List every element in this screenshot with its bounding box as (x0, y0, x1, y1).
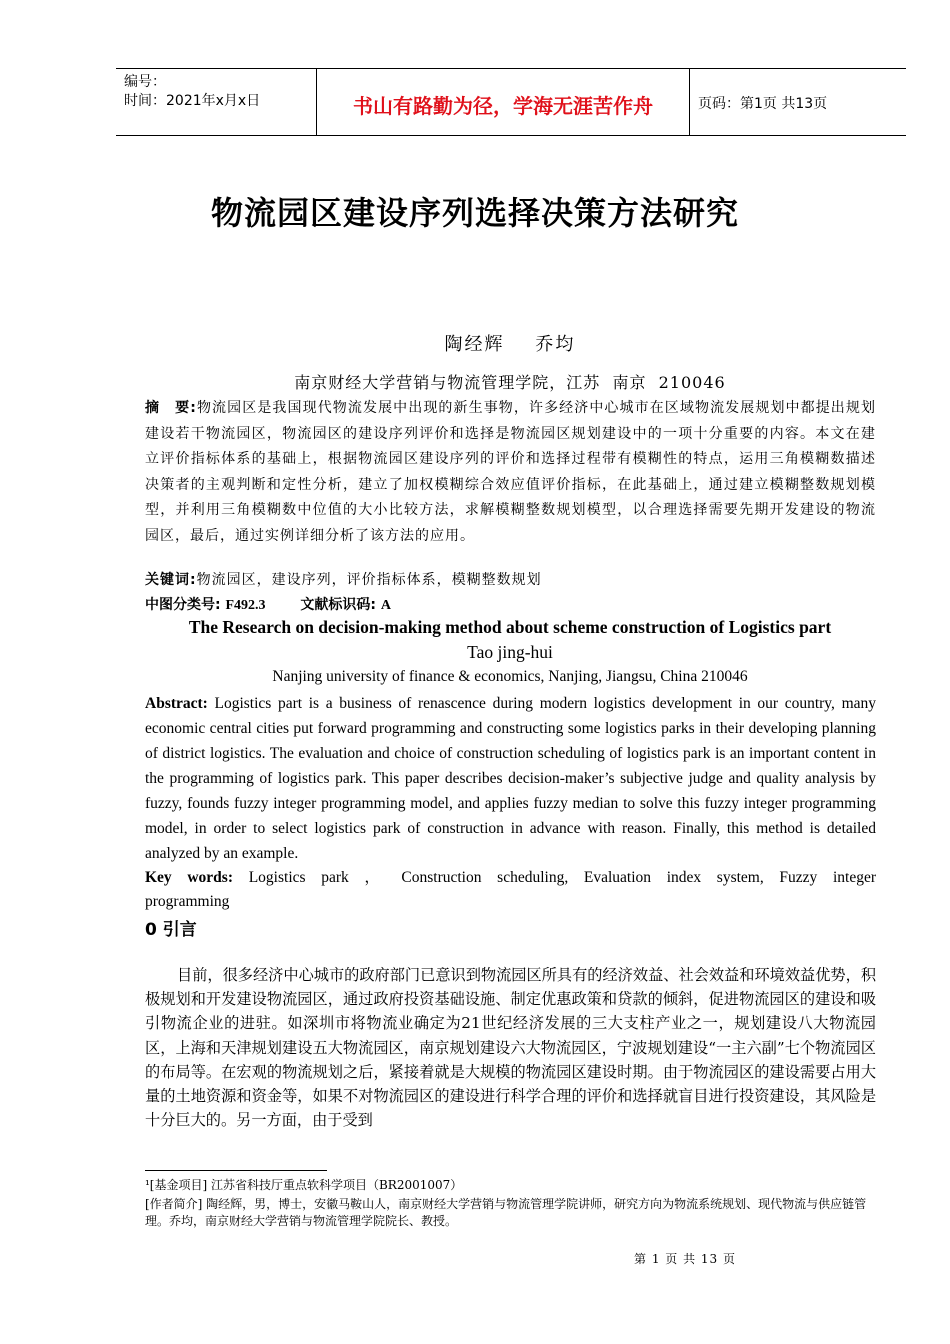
authors: 陶经辉 乔均 (444, 334, 576, 355)
affiliation: 南京财经大学营销与物流管理学院，江苏 南京 210046 (294, 373, 726, 392)
en-author: Tao jing-hui (467, 642, 553, 662)
en-abstract (145, 691, 876, 866)
header-left-cell (116, 69, 317, 135)
en-abstract-label: Abstract: (145, 695, 208, 712)
cn-keywords (145, 569, 876, 591)
time-label: 时间：2021年x月x日 (124, 93, 261, 109)
en-title: The Research on decision-making method about scheme construction of Logistics part (188, 617, 832, 637)
paper-title: 物流园区建设序列选择决策方法研究 (210, 194, 739, 232)
doc-label: 文献标识码: (300, 597, 377, 613)
header-table (116, 68, 906, 136)
clc-label: 中图分类号: (145, 597, 221, 613)
cn-abstract-text: 物流园区是我国现代物流发展中出现的新生事物，许多经济中心城市在区域物流发展规划中都提出规划建设若干物流园区，物流园区的建设序列评价和选择是物流园区规划建设中的一项十分重要的内容。本文在建立评价指标体系的基础上，根据物流园区建设序列的评价和选择过程带有模糊性的特点，运用三角模糊数描述决策者的主观判断和定性分析，建立了加权模糊综合效应值评价指标，在此基础上，通过建立模糊整数规划模型，并利用三角模糊数中位值的大小比较方法，求解模糊整数规划模型，以合理选择需要先期开发建设的物流园区，最后，通过实例详细分析了该方法的应用。 (145, 400, 876, 544)
body-paragraph: 目前，很多经济中心城市的政府部门已意识到物流园区所具有的经济效益、社会效益和环境效益优势，积极规划和开发建设物流园区，通过政府投资基础设施、制定优惠政策和贷款的倾斜，促进物流园区的建设和吸引物流企业的进驻。如深圳市将物流业确定为21世纪经济发展的三大支柱产业之一，规划建设八大物流园区，上海和天津规划建设五大物流园区，南京规划建设六大物流园区，宁波规划建设“一主六副”七个物流园区的布局等。在宏观的物流规划之后，紧接着就是大规模的物流园区建设时期。由于物流园区的建设需要占用大量的土地资源和资金等，如果不对物流园区的建设进行科学合理的评价和选择就盲目进行投资建设，其风险是十分巨大的。另一方面，由于受到 (145, 966, 876, 1130)
doc-value: A (380, 598, 392, 613)
en-keywords-label: Key words: (145, 869, 234, 886)
cn-keywords-text: 物流园区，建设序列，评价指标体系，模糊整数规划 (196, 572, 542, 588)
motto: 书山有路勤为径，学海无涯苦作舟 (317, 69, 690, 135)
en-keywords (145, 866, 876, 914)
footer-page-number: 第 1 页 共 13 页 (634, 1252, 736, 1266)
en-affiliation: Nanjing university of finance & economics, Nanjing, Jiangsu, China 210046 (272, 668, 748, 685)
en-abstract-text: Logistics part is a business of renascence during modern logistics development in our country, many economic central cities put forward programming and constructing some logistics parks in their developing planning of district logistics. The evaluation and choice of construction scheduling of logistics park is an important content in the programming of logistics park. This paper describes decision-maker’s subjective judge and quality analysis by fuzzy, founds fuzzy integer programming model, and applies fuzzy median to solve this fuzzy integer programming model, in order to select logistics park of construction in advance with reason. Finally, this method is detailed analyzed by an example. (145, 695, 877, 862)
en-keywords-text: Logistics park ， Construction scheduling, Evaluation index system, Fuzzy integer programming (145, 869, 877, 910)
page-info: 页码：第1页 共13页 (698, 96, 828, 112)
cn-abstract-label: 摘 要: (145, 400, 197, 416)
section-heading: 0 引言 (145, 920, 197, 940)
footnote-rule (145, 1170, 327, 1171)
footnote-fund: ¹[基金项目] 江苏省科技厅重点软科学项目（BR2001007） (145, 1178, 463, 1192)
clc-value: F492.3 (225, 598, 266, 613)
classification (145, 594, 876, 617)
footnote-author-bio: [作者简介] 陶经辉，男，博士，安徽马鞍山人，南京财经大学营销与物流管理学院讲师，研究方向为物流系统规划、现代物流与供应链管理。乔均，南京财经大学营销与物流管理学院院长、教授。 (145, 1197, 867, 1228)
cn-keywords-label: 关键词: (145, 572, 197, 588)
number-label: 编号： (124, 74, 166, 90)
cn-abstract (145, 396, 876, 549)
